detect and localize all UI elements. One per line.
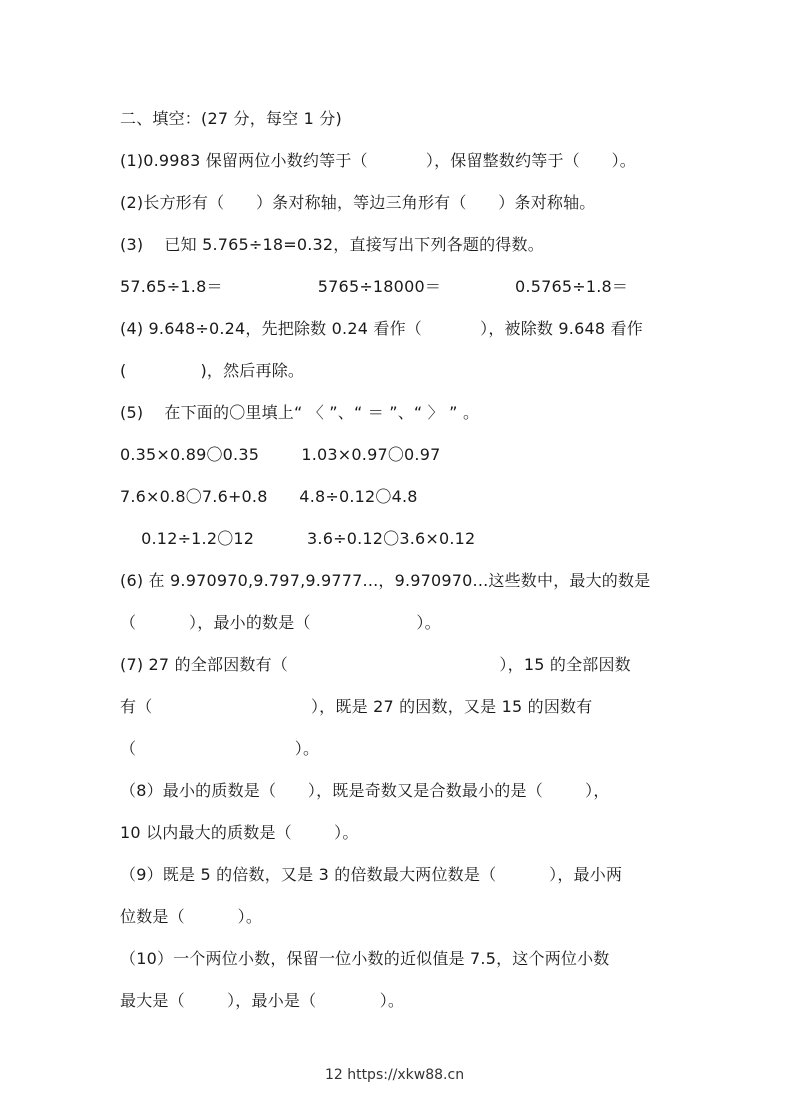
- question-3-items: 57.65÷1.8＝ 5765÷18000＝ 0.5765÷1.8＝: [120, 277, 629, 296]
- question-7-end: （ ）。: [120, 739, 320, 758]
- question-10-continued: 最大是（ ），最小是（ ）。: [120, 991, 405, 1010]
- question-6-continued: （ ），最小的数是（ ）。: [120, 613, 441, 632]
- question-5-row-2: 7.6×0.8〇7.6+0.8 4.8÷0.12〇4.8: [120, 487, 418, 506]
- question-5: (5) 在下面的〇里填上“ 〈 ”、“ ＝ ”、“ 〉 ” 。: [120, 403, 480, 422]
- question-9-continued: 位数是（ ）。: [120, 907, 263, 926]
- question-2: (2)长方形有（ ）条对称轴，等边三角形有（ ）条对称轴。: [120, 193, 596, 212]
- question-4: (4) 9.648÷0.24，先把除数 0.24 看作（ ），被除数 9.648 看作: [120, 319, 643, 338]
- question-7: (7) 27 的全部因数有（ ），15 的全部因数: [120, 655, 631, 674]
- question-5-row-1: 0.35×0.89〇0.35 1.03×0.97〇0.97: [120, 445, 441, 464]
- page-footer: 12 https://xkw88.cn: [324, 1067, 465, 1083]
- section-heading: 二、填空：(27 分，每空 1 分): [120, 109, 342, 128]
- question-8: （8）最小的质数是（ ），既是奇数又是合数最小的是（ ），: [120, 781, 610, 800]
- question-1: (1)0.9983 保留两位小数约等于（ ），保留整数约等于（ ）。: [120, 151, 636, 170]
- question-8-continued: 10 以内最大的质数是（ ）。: [120, 823, 359, 842]
- question-5-row-3: 0.12÷1.2〇12 3.6÷0.12〇3.6×0.12: [120, 529, 476, 548]
- question-6: (6) 在 9.970970,9.797,9.9777...，9.970970...这些数中，最大的数是: [120, 571, 651, 590]
- question-10: （10）一个两位小数，保留一位小数的近似值是 7.5，这个两位小数: [120, 949, 610, 968]
- question-7-continued: 有（ ），既是 27 的因数，又是 15 的因数有: [120, 697, 593, 716]
- question-4-continued: ( )，然后再除。: [120, 361, 305, 380]
- question-9: （9）既是 5 的倍数，又是 3 的倍数最大两位数是（ ），最小两: [120, 865, 623, 884]
- question-3: (3) 已知 5.765÷18=0.32，直接写出下列各题的得数。: [120, 235, 544, 254]
